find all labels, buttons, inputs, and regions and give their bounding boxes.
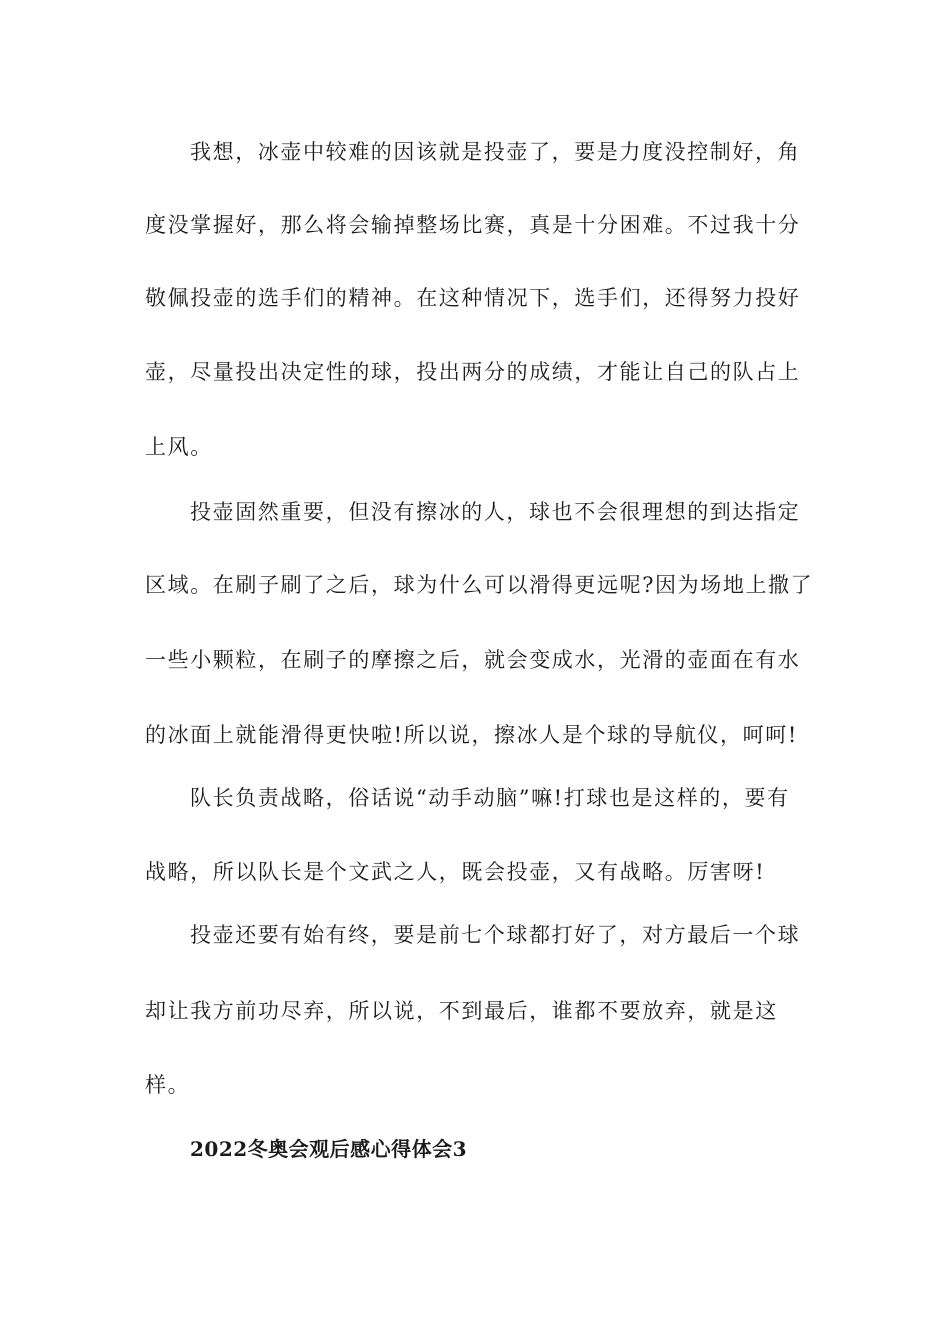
paragraph-4-line-3: 样。 [145, 1073, 191, 1097]
paragraph-1-line-1: 我想，冰壶中较难的因该就是投壶了，要是力度没控制好，角 [190, 140, 801, 164]
paragraph-2-line-1: 投壶固然重要，但没有擦冰的人，球也不会很理想的到达指定 [190, 500, 801, 524]
paragraph-1-line-2: 度没掌握好，那么将会输掉整场比赛，真是十分困难。不过我十分 [145, 213, 801, 237]
paragraph-1-line-3: 敬佩投壶的选手们的精神。在这种情况下，选手们，还得努力投好 [145, 286, 801, 310]
paragraph-3-line-1: 队长负责战略，俗话说“动手动脑”嘛!打球也是这样的，要有 [190, 786, 790, 810]
paragraph-1-line-4: 壶，尽量投出决定性的球，投出两分的成绩，才能让自己的队占上 [145, 360, 801, 384]
section-heading: 2022冬奥会观后感心得体会3 [190, 1137, 468, 1161]
paragraph-2-line-3: 一些小颗粒，在刷子的摩擦之后，就会变成水，光滑的壶面在有水 [145, 648, 801, 672]
paragraph-4-line-1: 投壶还要有始有终，要是前七个球都打好了，对方最后一个球 [190, 923, 801, 947]
paragraph-4-line-2: 却让我方前功尽弃，所以说，不到最后，谁都不要放弃，就是这 [145, 999, 778, 1023]
paragraph-3-line-2: 战略，所以队长是个文武之人，既会投壶，又有战略。厉害呀! [145, 860, 766, 884]
paragraph-1-line-5: 上风。 [145, 435, 213, 459]
paragraph-2-line-2: 区域。在刷子刷了之后，球为什么可以滑得更远呢?因为场地上撒了 [145, 573, 814, 597]
paragraph-2-line-4: 的冰面上就能滑得更快啦!所以说，擦冰人是个球的导航仪，呵呵! [145, 723, 798, 747]
